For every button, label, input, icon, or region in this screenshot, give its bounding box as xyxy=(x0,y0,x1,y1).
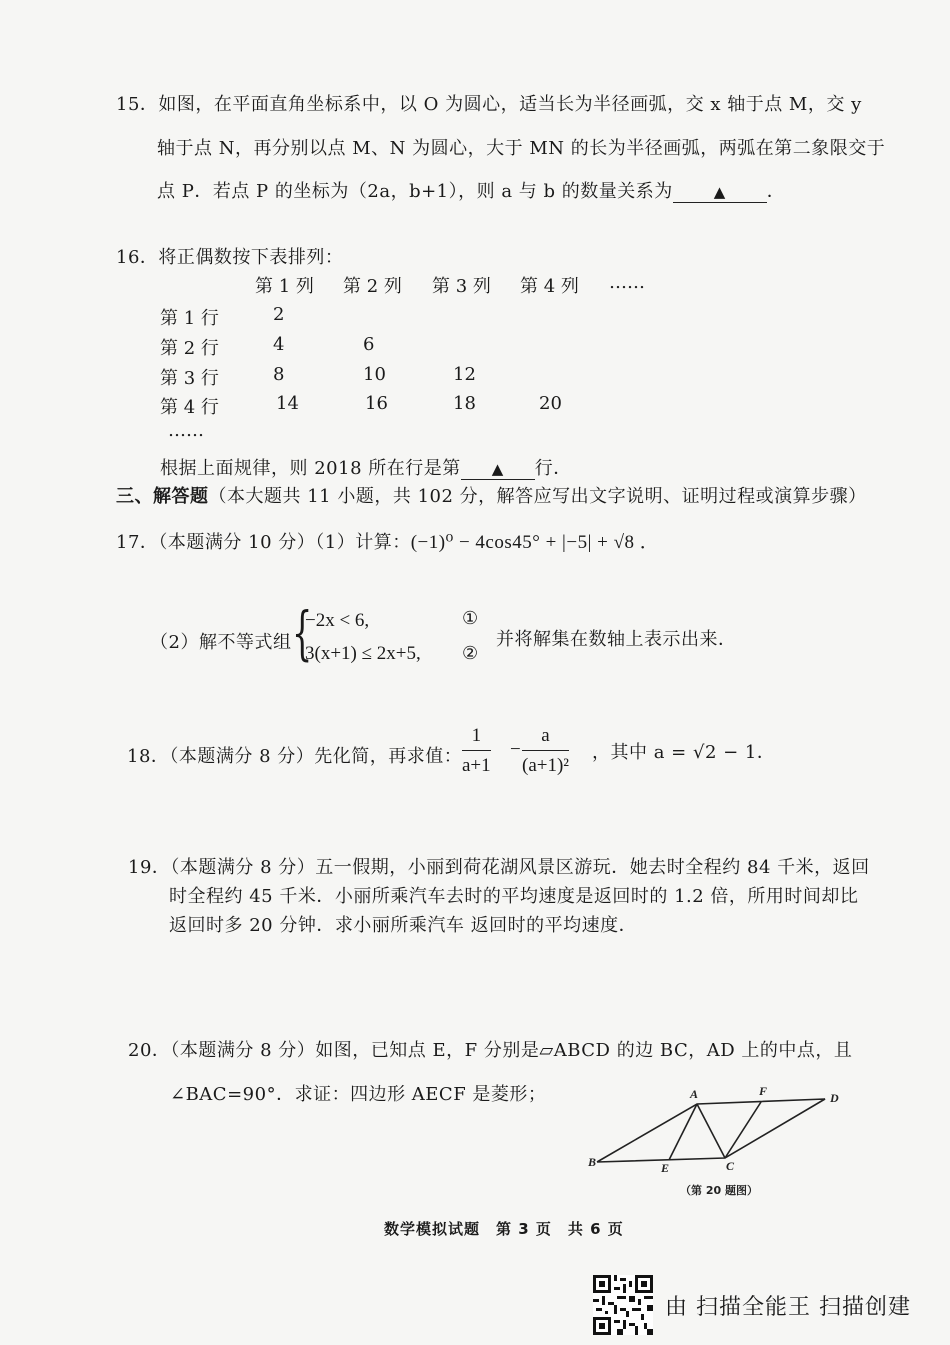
q19-line2: 时全程约 45 千米．小丽所乘汽车去时的平均速度是返回时的 1.2 倍，所用时间却比 xyxy=(169,886,859,907)
q16-cell: 10 xyxy=(363,364,386,385)
section3-heading xyxy=(116,482,867,508)
q15-line3-text: 点 P．若点 P 的坐标为（2a，b+1），则 a 与 b 的数量关系为 xyxy=(157,181,673,202)
segment-fc xyxy=(725,1102,761,1158)
q16-question xyxy=(160,454,572,480)
q16-cell: 20 xyxy=(539,393,562,414)
q18-label: 18．（本题满分 8 分）先化简，再求值： xyxy=(127,746,463,767)
q15-line1: 15．如图，在平面直角坐标系中，以 O 为圆心，适当长为半径画弧，交 x 轴于点 M，交 y xyxy=(116,94,862,115)
point-label-b: B xyxy=(588,1155,597,1169)
q15-line2: 轴于点 N，再分别以点 M、N 为圆心，大于 MN 的长为半径画弧，两弧在第二象限交于 xyxy=(157,138,886,159)
q16-question-pre: 根据上面规律，则 2018 所在行是第 xyxy=(160,458,461,479)
q20-line2: ∠BAC=90°．求证：四边形 AECF 是菱形； xyxy=(170,1084,547,1105)
point-label-a: A xyxy=(690,1087,699,1101)
q18-f2-numerator: a xyxy=(522,722,569,751)
point-label-f: F xyxy=(759,1084,768,1098)
q18-f1-numerator: 1 xyxy=(462,722,491,751)
section3-note: （本大题共 11 小题，共 102 分，解答应写出文字说明、证明过程或演算步骤） xyxy=(208,486,867,507)
q16-cell: 12 xyxy=(453,364,476,385)
q18-fraction-2 xyxy=(522,722,569,781)
q16-col-header-more: …… xyxy=(609,272,645,293)
q16-row-label: 第 3 行 xyxy=(160,368,219,389)
q16-col-header-4: 第 4 列 xyxy=(520,276,579,297)
q16-cell: 8 xyxy=(273,364,285,385)
q16-row-label: 第 2 行 xyxy=(160,338,219,359)
page-footer: 数学模拟试题 第 3 页 共 6 页 xyxy=(384,1220,624,1238)
figure-caption: （第 20 题图） xyxy=(680,1184,758,1197)
q18-f2-denominator: (a+1)² xyxy=(522,755,569,776)
q18-fraction-1 xyxy=(462,722,491,781)
circled-two-icon: ② xyxy=(462,643,479,664)
q16-cell: 2 xyxy=(273,304,285,325)
q16-cell: 18 xyxy=(453,393,476,414)
q16-col-header-2: 第 2 列 xyxy=(343,276,402,297)
q17-inequality-2: 3(x+1) ≤ 2x+5, xyxy=(305,643,421,664)
q18-minus: − xyxy=(510,739,521,760)
q17-part1 xyxy=(116,527,659,554)
q17-expression: (−1)⁰ − 4cos45° + |−5| + √8 ． xyxy=(410,532,660,553)
q16-cell: 14 xyxy=(276,393,299,414)
q16-row-label: 第 4 行 xyxy=(160,397,219,418)
q16-row-ellipsis: …… xyxy=(168,420,204,441)
q19-line3: 返回时多 20 分钟．求小丽所乘汽车 返回时的平均速度． xyxy=(169,915,638,936)
section3-title: 三、解答题 xyxy=(116,486,209,507)
scanner-watermark: 由 扫描全能王 扫描创建 xyxy=(665,1295,911,1320)
q19-line1: 19．（本题满分 8 分）五一假期，小丽到荷花湖风景区游玩．她去时全程约 84 千米，返回 xyxy=(128,857,870,878)
q17-part2-label: （2）解不等式组 xyxy=(150,632,292,653)
q16-cell: 16 xyxy=(365,393,388,414)
triangle-icon: ▲ xyxy=(491,460,504,478)
q16-col-header-3: 第 3 列 xyxy=(432,276,491,297)
q20-line1: 20．（本题满分 8 分）如图，已知点 E，F 分别是▱ABCD 的边 BC，AD 上的中点，且 xyxy=(128,1040,853,1061)
point-label-d: D xyxy=(830,1091,839,1105)
qr-code-icon xyxy=(593,1275,653,1335)
q18-f1-denominator: a+1 xyxy=(462,755,491,776)
segment-ac xyxy=(697,1104,725,1158)
q16-cell: 4 xyxy=(273,334,285,355)
q16-intro: 16．将正偶数按下表排列： xyxy=(116,247,344,268)
q15-end: ． xyxy=(766,181,786,202)
q16-col-header-1: 第 1 列 xyxy=(255,276,314,297)
q17-inequality-1: −2x < 6, xyxy=(305,610,370,631)
point-label-e: E xyxy=(661,1161,670,1175)
q17-tail: 并将解集在数轴上表示出来． xyxy=(496,629,737,650)
q16-answer-blank xyxy=(461,458,535,480)
parallelogram-figure xyxy=(580,1082,850,1202)
q16-cell: 6 xyxy=(363,334,375,355)
q15-answer-blank xyxy=(673,181,767,203)
q15-line3 xyxy=(157,177,785,203)
q17-label: 17．（本题满分 10 分）（1）计算： xyxy=(116,532,411,553)
q18-tail: ，其中 a = √2 − 1． xyxy=(592,742,776,763)
q16-row-label: 第 1 行 xyxy=(160,308,219,329)
left-brace-icon: { xyxy=(292,599,313,667)
triangle-icon: ▲ xyxy=(713,183,726,201)
circled-one-icon: ① xyxy=(462,608,479,629)
point-label-c: C xyxy=(726,1159,735,1173)
q16-question-post: 行． xyxy=(534,458,572,479)
